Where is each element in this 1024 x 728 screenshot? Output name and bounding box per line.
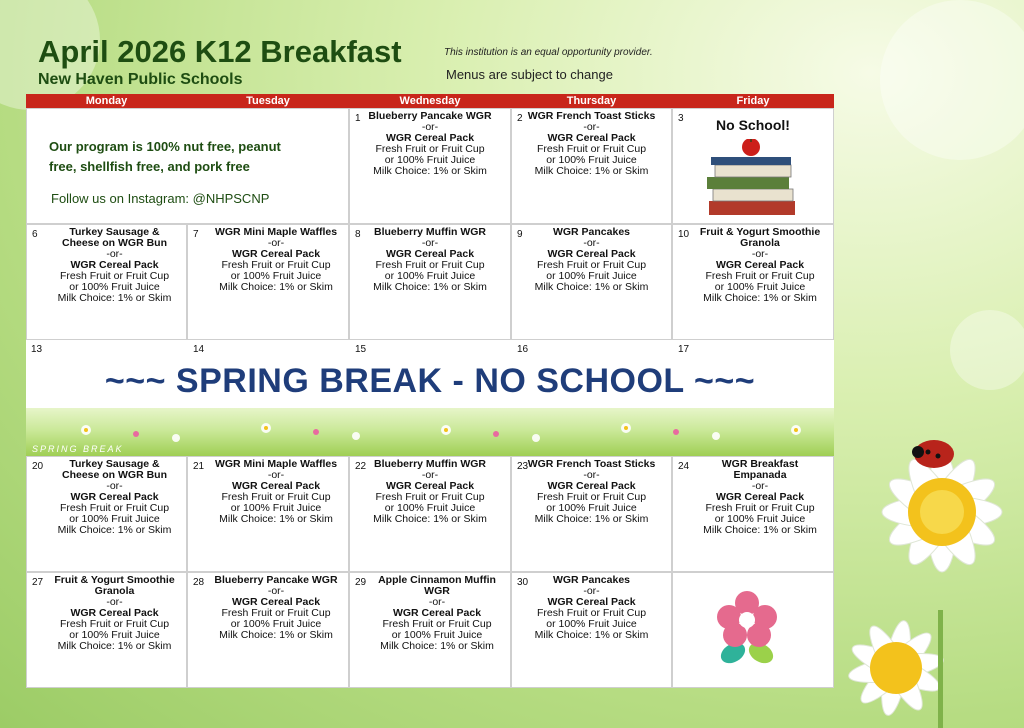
cereal-option: WGR Cereal Pack bbox=[715, 259, 805, 271]
day-header-wednesday: Wednesday bbox=[349, 94, 511, 108]
date-number: 29 bbox=[355, 577, 367, 588]
day-header-thursday: Thursday bbox=[511, 94, 672, 108]
cereal-option: WGR Cereal Pack bbox=[385, 132, 475, 144]
or-separator: -or- bbox=[751, 480, 769, 492]
date-number: 6 bbox=[32, 229, 38, 240]
date-number: 7 bbox=[193, 229, 199, 240]
menu-item bbox=[212, 227, 340, 293]
spring-break-banner: ~~~ SPRING BREAK - NO SCHOOL ~~~ bbox=[104, 362, 756, 400]
juice-option: or 100% Fruit Juice bbox=[384, 154, 476, 166]
date-number: 21 bbox=[193, 461, 205, 472]
milk-option: Milk Choice: 1% or Skim bbox=[703, 292, 817, 304]
menu-item bbox=[350, 459, 510, 525]
date-number: 23 bbox=[517, 461, 529, 472]
juice-option: or 100% Fruit Juice bbox=[69, 629, 160, 641]
instagram-note: Follow us on Instagram: @NHPSCNP bbox=[51, 191, 270, 206]
flower-cell bbox=[672, 572, 834, 688]
or-separator: -or- bbox=[106, 596, 123, 608]
menu-item bbox=[51, 227, 178, 304]
or-separator: -or- bbox=[583, 237, 600, 249]
menu-item bbox=[51, 459, 178, 536]
day-header-friday: Friday bbox=[672, 94, 834, 108]
menu-item bbox=[512, 459, 671, 525]
school-district: New Haven Public Schools bbox=[38, 71, 243, 88]
or-separator: -or- bbox=[421, 237, 439, 249]
juice-option: or 100% Fruit Juice bbox=[714, 513, 806, 525]
fruit-option: Fresh Fruit or Fruit Cup bbox=[536, 491, 647, 503]
entree: Blueberry Muffin WGR bbox=[374, 226, 486, 238]
date-number: 3 bbox=[678, 113, 684, 124]
entree: Blueberry Pancake WGR bbox=[214, 574, 338, 586]
fruit-option: Fresh Fruit or Fruit Cup bbox=[536, 259, 647, 271]
milk-option: Milk Choice: 1% or Skim bbox=[534, 165, 649, 177]
juice-option: or 100% Fruit Juice bbox=[391, 629, 483, 641]
or-separator: -or- bbox=[267, 469, 285, 481]
milk-option: Milk Choice: 1% or Skim bbox=[219, 513, 333, 525]
date-number: 14 bbox=[193, 344, 205, 355]
cereal-option: WGR Cereal Pack bbox=[231, 596, 321, 608]
cereal-option: WGR Cereal Pack bbox=[547, 132, 636, 144]
cereal-option: WGR Cereal Pack bbox=[70, 491, 159, 503]
juice-option: or 100% Fruit Juice bbox=[384, 502, 476, 514]
fruit-option: Fresh Fruit or Fruit Cup bbox=[705, 270, 815, 282]
date-number: 22 bbox=[355, 461, 367, 472]
menu-item bbox=[512, 575, 671, 641]
cereal-option: WGR Cereal Pack bbox=[70, 607, 159, 619]
menu-item bbox=[212, 575, 340, 641]
milk-option: Milk Choice: 1% or Skim bbox=[534, 629, 649, 641]
cereal-option: WGR Cereal Pack bbox=[231, 480, 321, 492]
juice-option: or 100% Fruit Juice bbox=[230, 270, 322, 282]
entree: Blueberry Pancake WGR bbox=[368, 110, 492, 122]
fruit-option: Fresh Fruit or Fruit Cup bbox=[382, 618, 492, 630]
menu-item bbox=[695, 227, 825, 304]
fruit-option: Fresh Fruit or Fruit Cup bbox=[536, 607, 647, 619]
or-separator: -or- bbox=[421, 469, 439, 481]
allergen-note: Our program is 100% nut free, peanut free, shellfish free, and pork free bbox=[49, 139, 281, 174]
menu-item bbox=[512, 227, 671, 293]
menu-item bbox=[51, 575, 178, 652]
cereal-option: WGR Cereal Pack bbox=[547, 248, 636, 260]
milk-option: Milk Choice: 1% or Skim bbox=[219, 281, 333, 293]
day-cell bbox=[349, 224, 511, 340]
juice-option: or 100% Fruit Juice bbox=[384, 270, 476, 282]
calendar-grid bbox=[26, 94, 834, 688]
date-number: 17 bbox=[678, 344, 690, 355]
date-number: 20 bbox=[32, 461, 44, 472]
menu-item bbox=[372, 575, 502, 652]
notes-cell bbox=[26, 108, 349, 224]
day-cell bbox=[187, 572, 349, 688]
date-number: 10 bbox=[678, 229, 690, 240]
day-cell bbox=[672, 456, 834, 572]
day-cell bbox=[26, 456, 187, 572]
or-separator: -or- bbox=[267, 237, 285, 249]
day-cell bbox=[187, 456, 349, 572]
day-header-monday: Monday bbox=[26, 94, 187, 108]
pink-flower-icon bbox=[711, 589, 791, 669]
day-cell bbox=[187, 224, 349, 340]
milk-option: Milk Choice: 1% or Skim bbox=[57, 524, 172, 536]
day-cell bbox=[511, 108, 672, 224]
milk-option: Milk Choice: 1% or Skim bbox=[373, 513, 487, 525]
menu-item bbox=[695, 459, 825, 536]
cereal-option: WGR Cereal Pack bbox=[231, 248, 321, 260]
entree: Turkey Sausage & Cheese on WGR Bun bbox=[61, 226, 167, 249]
juice-option: or 100% Fruit Juice bbox=[230, 502, 322, 514]
menu-item bbox=[350, 111, 510, 177]
milk-option: Milk Choice: 1% or Skim bbox=[703, 524, 817, 536]
cereal-option: WGR Cereal Pack bbox=[547, 596, 636, 608]
entree: WGR Pancakes bbox=[552, 574, 631, 586]
day-cell bbox=[672, 224, 834, 340]
juice-option: or 100% Fruit Juice bbox=[714, 281, 806, 293]
juice-option: or 100% Fruit Juice bbox=[546, 154, 637, 166]
entree: WGR French Toast Sticks bbox=[527, 110, 656, 122]
cereal-option: WGR Cereal Pack bbox=[385, 248, 475, 260]
juice-option: or 100% Fruit Juice bbox=[230, 618, 322, 630]
fruit-option: Fresh Fruit or Fruit Cup bbox=[375, 491, 485, 503]
or-separator: -or- bbox=[583, 121, 600, 133]
cereal-option: WGR Cereal Pack bbox=[715, 491, 805, 503]
fruit-option: Fresh Fruit or Fruit Cup bbox=[221, 607, 331, 619]
day-cell bbox=[26, 224, 187, 340]
milk-option: Milk Choice: 1% or Skim bbox=[380, 640, 494, 652]
menu-item bbox=[212, 459, 340, 525]
or-separator: -or- bbox=[421, 121, 439, 133]
milk-option: Milk Choice: 1% or Skim bbox=[534, 513, 649, 525]
wildflowers-icon bbox=[26, 408, 834, 456]
fruit-option: Fresh Fruit or Fruit Cup bbox=[536, 143, 647, 155]
entree: WGR Mini Maple Waffles bbox=[214, 226, 338, 238]
fruit-option: Fresh Fruit or Fruit Cup bbox=[375, 259, 485, 271]
background-bokeh bbox=[950, 310, 1024, 390]
spring-break-art-text: SPRING BREAK bbox=[32, 444, 124, 454]
entree: Apple Cinnamon Muffin WGR bbox=[378, 574, 496, 597]
or-separator: -or- bbox=[106, 480, 123, 492]
fruit-option: Fresh Fruit or Fruit Cup bbox=[221, 259, 331, 271]
cereal-option: WGR Cereal Pack bbox=[392, 607, 482, 619]
page-title: April 2026 K12 Breakfast bbox=[38, 34, 402, 69]
menu-item bbox=[350, 227, 510, 293]
fruit-option: Fresh Fruit or Fruit Cup bbox=[221, 491, 331, 503]
or-separator: -or- bbox=[583, 585, 600, 597]
day-header-tuesday: Tuesday bbox=[187, 94, 349, 108]
milk-option: Milk Choice: 1% or Skim bbox=[57, 292, 172, 304]
fruit-option: Fresh Fruit or Fruit Cup bbox=[59, 502, 170, 514]
date-number: 15 bbox=[355, 344, 367, 355]
day-cell bbox=[511, 224, 672, 340]
entree: WGR Pancakes bbox=[552, 226, 631, 238]
no-school-label: No School! bbox=[716, 117, 790, 133]
entree: Blueberry Muffin WGR bbox=[374, 458, 486, 470]
meadow-illustration bbox=[26, 408, 834, 456]
entree: WGR Breakfast Empanada bbox=[721, 458, 799, 481]
or-separator: -or- bbox=[583, 469, 600, 481]
date-number: 24 bbox=[678, 461, 690, 472]
background-bokeh bbox=[880, 0, 1024, 160]
juice-option: or 100% Fruit Juice bbox=[546, 618, 637, 630]
juice-option: or 100% Fruit Juice bbox=[69, 281, 160, 293]
milk-option: Milk Choice: 1% or Skim bbox=[373, 281, 487, 293]
day-cell bbox=[349, 456, 511, 572]
milk-option: Milk Choice: 1% or Skim bbox=[57, 640, 172, 652]
entree: Fruit & Yogurt Smoothie Granola bbox=[699, 226, 821, 249]
day-cell bbox=[511, 572, 672, 688]
juice-option: or 100% Fruit Juice bbox=[69, 513, 160, 525]
date-number: 13 bbox=[31, 344, 43, 355]
day-cell bbox=[349, 572, 511, 688]
daisy-flowers-icon bbox=[834, 410, 1024, 728]
day-cell bbox=[26, 572, 187, 688]
date-number: 28 bbox=[193, 577, 205, 588]
or-separator: -or- bbox=[106, 248, 123, 260]
entree: WGR Mini Maple Waffles bbox=[214, 458, 338, 470]
or-separator: -or- bbox=[428, 596, 446, 608]
date-number: 27 bbox=[32, 577, 44, 588]
milk-option: Milk Choice: 1% or Skim bbox=[534, 281, 649, 293]
date-number: 8 bbox=[355, 229, 361, 240]
menu-change-notice: Menus are subject to change bbox=[446, 67, 613, 82]
entree: Turkey Sausage & Cheese on WGR Bun bbox=[61, 458, 167, 481]
cereal-option: WGR Cereal Pack bbox=[385, 480, 475, 492]
day-cell bbox=[349, 108, 511, 224]
equal-opportunity-notice: This institution is an equal opportunity provider. bbox=[444, 47, 653, 58]
day-cell bbox=[672, 108, 834, 224]
milk-option: Milk Choice: 1% or Skim bbox=[219, 629, 333, 641]
books-apple-icon bbox=[703, 139, 803, 219]
cereal-option: WGR Cereal Pack bbox=[547, 480, 636, 492]
day-cell bbox=[511, 456, 672, 572]
date-number: 9 bbox=[517, 229, 523, 240]
fruit-option: Fresh Fruit or Fruit Cup bbox=[59, 618, 170, 630]
cereal-option: WGR Cereal Pack bbox=[70, 259, 159, 271]
entree: WGR French Toast Sticks bbox=[527, 458, 656, 470]
menu-item bbox=[512, 111, 671, 177]
fruit-option: Fresh Fruit or Fruit Cup bbox=[59, 270, 170, 282]
fruit-option: Fresh Fruit or Fruit Cup bbox=[375, 143, 485, 155]
fruit-option: Fresh Fruit or Fruit Cup bbox=[705, 502, 815, 514]
milk-option: Milk Choice: 1% or Skim bbox=[373, 165, 487, 177]
date-number: 1 bbox=[355, 113, 361, 124]
or-separator: -or- bbox=[267, 585, 285, 597]
date-number: 16 bbox=[517, 344, 529, 355]
entree: Fruit & Yogurt Smoothie Granola bbox=[54, 574, 175, 597]
date-number: 30 bbox=[517, 577, 529, 588]
spring-break-row bbox=[26, 340, 834, 456]
juice-option: or 100% Fruit Juice bbox=[546, 502, 637, 514]
or-separator: -or- bbox=[751, 248, 769, 260]
date-number: 2 bbox=[517, 113, 523, 124]
juice-option: or 100% Fruit Juice bbox=[546, 270, 637, 282]
